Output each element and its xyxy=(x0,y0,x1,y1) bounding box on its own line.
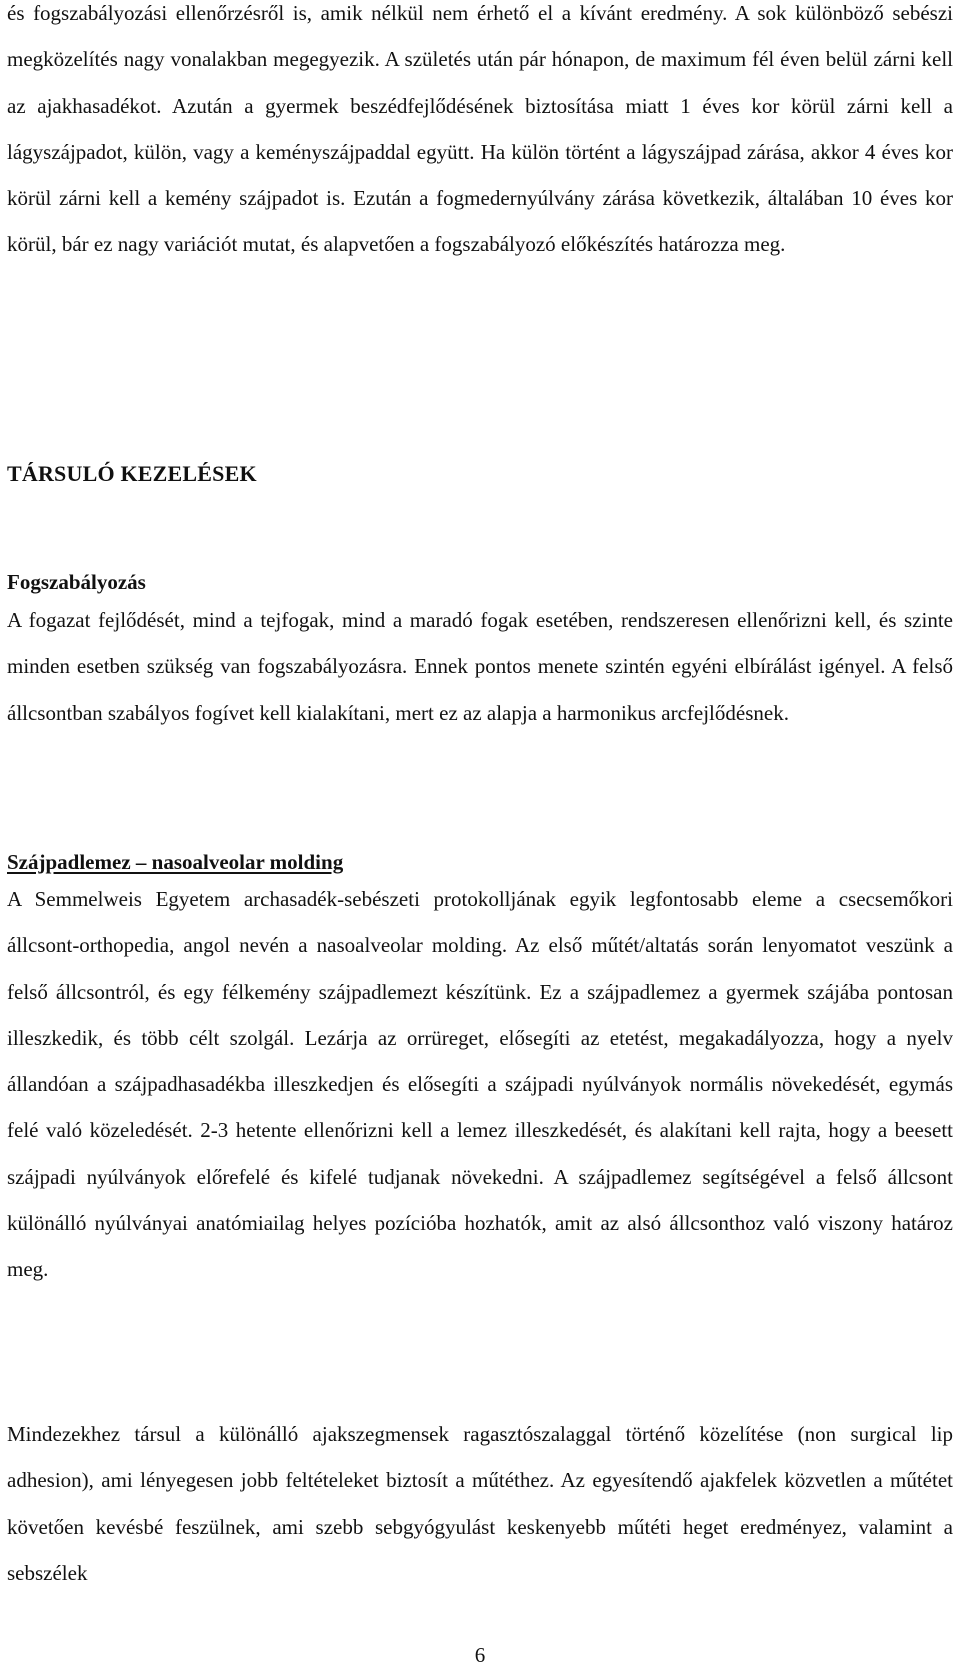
section-heading: TÁRSULÓ KEZELÉSEK xyxy=(7,461,257,486)
paragraph-lip-adhesion: Mindezekhez társul a különálló ajakszegmensek ragasztószalaggal történő közelítése (non surgical lip adhesion), ami lényegesen jobb feltételeket biztosít a műtéthez. Az egyesítendő ajakfelek közvetlen a műtétet követően kevésbé feszülnek, ami szebb sebgyógyulást keskenyebb műtéti heget eredményez, valamint a sebszélek xyxy=(7,1422,953,1585)
subheading-orthodontics: Fogszabályozás xyxy=(7,570,146,594)
page-number: 6 xyxy=(474,1643,486,1667)
paragraph-orthodontics: A fogazat fejlődését, mind a tejfogak, mind a maradó fogak esetében, rendszeresen ellenőrizni kell, és szinte minden esetben szükség van fogszabályozásra. Ennek pontos menete szintén egyéni elbírálást igényel. A felső állcsontban szabályos fogívet kell kialakítani, mert ez az alapja a harmonikus arcfejlődésnek. xyxy=(7,608,953,725)
paragraph-intro: és fogszabályozási ellenőrzésről is, amik nélkül nem érhető el a kívánt eredmény. A sok különböző sebészi megközelítés nagy vonalakban megegyezik. A születés után pár hónapon, de maximum fél éven belül zárni kell az ajakhasadékot. Azután a gyermek beszédfejlődésének biztosítása miatt 1 éves kor körül zárni kell a lágyszájpadot, külön, vagy a keményszájpaddal együtt. Ha külön történt a lágyszájpad zárása, akkor 4 éves kor körül zárni kell a kemény szájpadot is. Ezután a fogmedernyúlvány zárása következik, általában 10 éves kor körül, bár ez nagy variációt mutat, és alapvetően a fogszabályozó előkészítés határozza meg. xyxy=(7,1,953,257)
paragraph-palatal-plate: A Semmelweis Egyetem archasadék-sebészeti protokolljának egyik legfontosabb eleme a csecsemőkori állcsont-orthopedia, angol nevén a nasoalveolar molding. Az első műtét/altatás során lenyomatot veszünk a felső állcsontról, és egy félkemény szájpadlemezt készítünk. Ez a szájpadlemez a gyermek szájába pontosan illeszkedik, és több célt szolgál. Lezárja az orrüreget, elősegíti az etetést, megakadályozza, hogy a nyelv állandóan a szájpadhasadékba illeszkedjen és elősegíti a szájpadi nyúlványok normális növekedését, egymás felé való közeledését. 2-3 hetente ellenőrizni kell a lemez illeszkedését, és alakítani kell rajta, hogy a beesett szájpadi nyúlványok előrefelé és kifelé tudjanak növekedni. A szájpadlemez segítségével a felső állcsont különálló nyúlványai anatómiailag helyes pozícióba hozhatók, amit az alsó állcsonthoz való viszony határoz meg. xyxy=(7,887,953,1282)
subheading-palatal-plate: Szájpadlemez – nasoalveolar molding xyxy=(7,850,344,874)
